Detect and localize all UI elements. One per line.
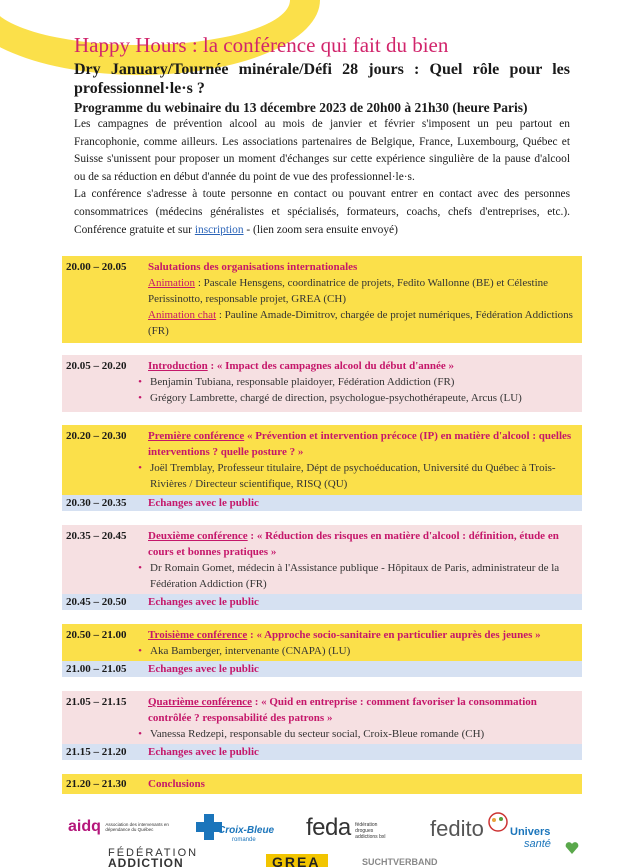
agenda-title-text: : « Réduction des risques en matière d'alcool : définition, étude en cours et bonnes pratiques »: [148, 530, 559, 558]
aidq-logo: [68, 818, 188, 836]
univers-text: Univers: [510, 826, 551, 838]
partner-logos: [0, 808, 634, 867]
fedito-logo-text: fedito: [430, 816, 484, 841]
feda-logo-text: feda: [306, 814, 351, 841]
page-title: Happy Hours : la conférence qui fait du bien: [74, 33, 449, 57]
agenda-title: Echanges avec le public: [148, 663, 259, 675]
feda-logo-subtitle: fédération drogues addictions bxl: [355, 821, 386, 840]
speaker-item: [128, 560, 576, 592]
suchtverband-text: SUCHTVERBAND: [362, 857, 438, 867]
speaker-item: [128, 726, 576, 742]
intro-paragraph-2-text: La conférence s'adresse à toute personne en contact ou pouvant entrer en contact avec des personnes consommatrices (médecins généralistes et spécialisés, formateurs, coachs, chefs d'entreprises, etc.). Conférence gratuite et sur: [74, 188, 570, 236]
agenda-title: [148, 358, 576, 374]
agenda-title: Echanges avec le public: [148, 596, 259, 608]
agenda-chat: [148, 307, 576, 339]
program-date: Programme du webinaire du 13 décembre 2023 de 20h00 à 21h30 (heure Paris): [74, 100, 528, 115]
speaker-text: Dr Romain Gomet, médecin à l'Assistance publique - Hôpitaux de Paris, administrateur de la Fédération Addiction (FR): [150, 562, 560, 590]
bullet-icon: •: [138, 728, 142, 740]
agenda-block-conf2: [62, 525, 582, 594]
agenda-title: Echanges avec le public: [148, 746, 259, 758]
agenda-exchange: [62, 661, 582, 677]
bullet-icon: •: [138, 462, 142, 474]
heart-icon: [564, 840, 580, 856]
univers-sante-logo: [510, 826, 551, 850]
grea-logo: [266, 854, 328, 867]
agenda-title: [148, 694, 576, 726]
agenda-exchange: [62, 495, 582, 511]
bullet-icon: •: [138, 562, 142, 574]
agenda-title: Echanges avec le public: [148, 497, 259, 509]
agenda-title: [148, 428, 576, 460]
speaker-item: [128, 643, 576, 659]
speaker-text: Vanessa Redzepi, responsable du secteur social, Croix-Bleue romande (CH): [150, 728, 485, 740]
agenda-time: 21.20 – 21.30: [66, 778, 127, 790]
agenda-time: 20.30 – 20.35: [66, 497, 127, 509]
agenda-block-intro: [62, 355, 582, 412]
agenda-title-text: : « Impact des campagnes alcool du début d'année »: [207, 360, 454, 372]
intro-paragraph-1: Les campagnes de prévention alcool au mois de janvier et février s'imposent un peu partout en Francophonie, comme ailleurs. Les associations partenaires de Belgique, France, Luxembourg, Québec et Suisse s'unissent pour proposer un moment d'échanges sur cette expérience singulière de la pause d'alcool ou de sa réduction en début d'année du point de vue des professionnel·le·s.: [74, 118, 570, 183]
agenda-time: 21.05 – 21.15: [66, 696, 127, 708]
page-subtitle: Dry January/Tournée minérale/Défi 28 jours : Quel rôle pour les professionnel·le·s ?: [74, 61, 570, 97]
agenda-animation: [148, 275, 576, 307]
agenda-time: 20.45 – 20.50: [66, 596, 127, 608]
agenda-title: [148, 627, 576, 643]
animation-label: Animation: [148, 277, 196, 289]
federation-addiction-logo: [108, 848, 198, 867]
speaker-text: Joël Tremblay, Professeur titulaire, Dépt de psychoéducation, Université du Québec à Trois-Rivières / Directeur scientifique, RISQ (QU): [150, 462, 556, 490]
header-section: [74, 32, 570, 239]
agenda-row: [62, 259, 582, 339]
agenda-time: 20.20 – 20.30: [66, 430, 127, 442]
speaker-item: [128, 460, 576, 492]
agenda-time: 20.05 – 20.20: [66, 360, 127, 372]
agenda-label: Deuxième conférence: [148, 530, 248, 542]
feda-logo: [306, 814, 391, 842]
chat-text: : Pauline Amade-Dimitrov, chargée de projet numériques, Fédération Addictions (FR): [148, 309, 573, 337]
agenda-exchange: [62, 744, 582, 760]
agenda-block-conf1: [62, 425, 582, 495]
speaker-text: Benjamin Tubiana, responsable plaidoyer, Fédération Addiction (FR): [150, 376, 455, 388]
speaker-item: [128, 374, 576, 390]
agenda-title-text: : « Quid en entreprise : comment favoriser la consommation contrôlée ? responsabilité des patrons »: [148, 696, 537, 724]
speaker-text: Aka Bamberger, intervenante (CNAPA) (LU): [150, 645, 351, 657]
agenda-exchange: [62, 594, 582, 610]
agenda-title: Salutations des organisations internationales: [148, 261, 358, 273]
fedito-logo: [430, 816, 484, 842]
suchtverband-logo: [362, 852, 438, 867]
agenda-block-conf3: [62, 624, 582, 661]
agenda: [62, 256, 582, 794]
addiction-text: ADDICTION: [108, 856, 184, 867]
croix-bleue-text: Croix-Bleue: [218, 825, 275, 836]
agenda-block-conf4: [62, 691, 582, 744]
agenda-title: [148, 528, 576, 560]
agenda-time: 20.35 – 20.45: [66, 530, 127, 542]
agenda-title-text: « Prévention et intervention précoce (IP) en matière d'alcool : quelles interventions ? quelle posture ? »: [148, 430, 572, 458]
agenda-label: Première conférence: [148, 430, 245, 442]
bullet-icon: •: [138, 392, 142, 404]
fedito-mark-icon: [486, 810, 510, 834]
federation-text: FÉDÉRATION: [108, 847, 199, 859]
bullet-icon: •: [138, 645, 142, 657]
intro-paragraph-2: [74, 186, 570, 239]
agenda-time: 20.00 – 20.05: [66, 261, 127, 273]
grea-text: GREA: [272, 854, 321, 867]
bullet-icon: •: [138, 376, 142, 388]
speaker-item: [128, 390, 576, 406]
sante-text: santé: [524, 838, 551, 850]
aidq-logo-subtitle: Association des intervenants en dépendance du Québec: [105, 821, 169, 832]
intro-paragraph-2-end: - (lien zoom sera ensuite envoyé): [243, 223, 398, 236]
registration-link[interactable]: inscription: [194, 223, 244, 236]
agenda-label: Introduction: [148, 360, 208, 372]
croix-bleue-subtitle: romande: [232, 837, 256, 843]
agenda-time: 21.15 – 21.20: [66, 746, 127, 758]
croix-bleue-logo: [194, 812, 275, 847]
agenda-label: Troisième conférence: [148, 629, 248, 641]
agenda-block-conclusion: [62, 774, 582, 794]
agenda-label: Quatrième conférence: [148, 696, 252, 708]
agenda-time: 21.00 – 21.05: [66, 663, 127, 675]
agenda-title-text: : « Approche socio-sanitaire en particulier auprès des jeunes »: [247, 629, 541, 641]
speaker-text: Grégory Lambrette, chargé de direction, psychologue-psychothérapeute, Arcus (LU): [150, 392, 522, 404]
agenda-time: 20.50 – 21.00: [66, 629, 127, 641]
agenda-block-welcome: [62, 256, 582, 343]
agenda-title: Conclusions: [148, 778, 205, 790]
chat-label: Animation chat: [148, 309, 217, 321]
aidq-logo-text: aidq: [68, 818, 101, 835]
animation-text: : Pascale Hensgens, coordinatrice de projets, Fedito Wallonne (BE) et Célestine Perissinotto, responsable projet, GREA (CH): [148, 277, 549, 305]
